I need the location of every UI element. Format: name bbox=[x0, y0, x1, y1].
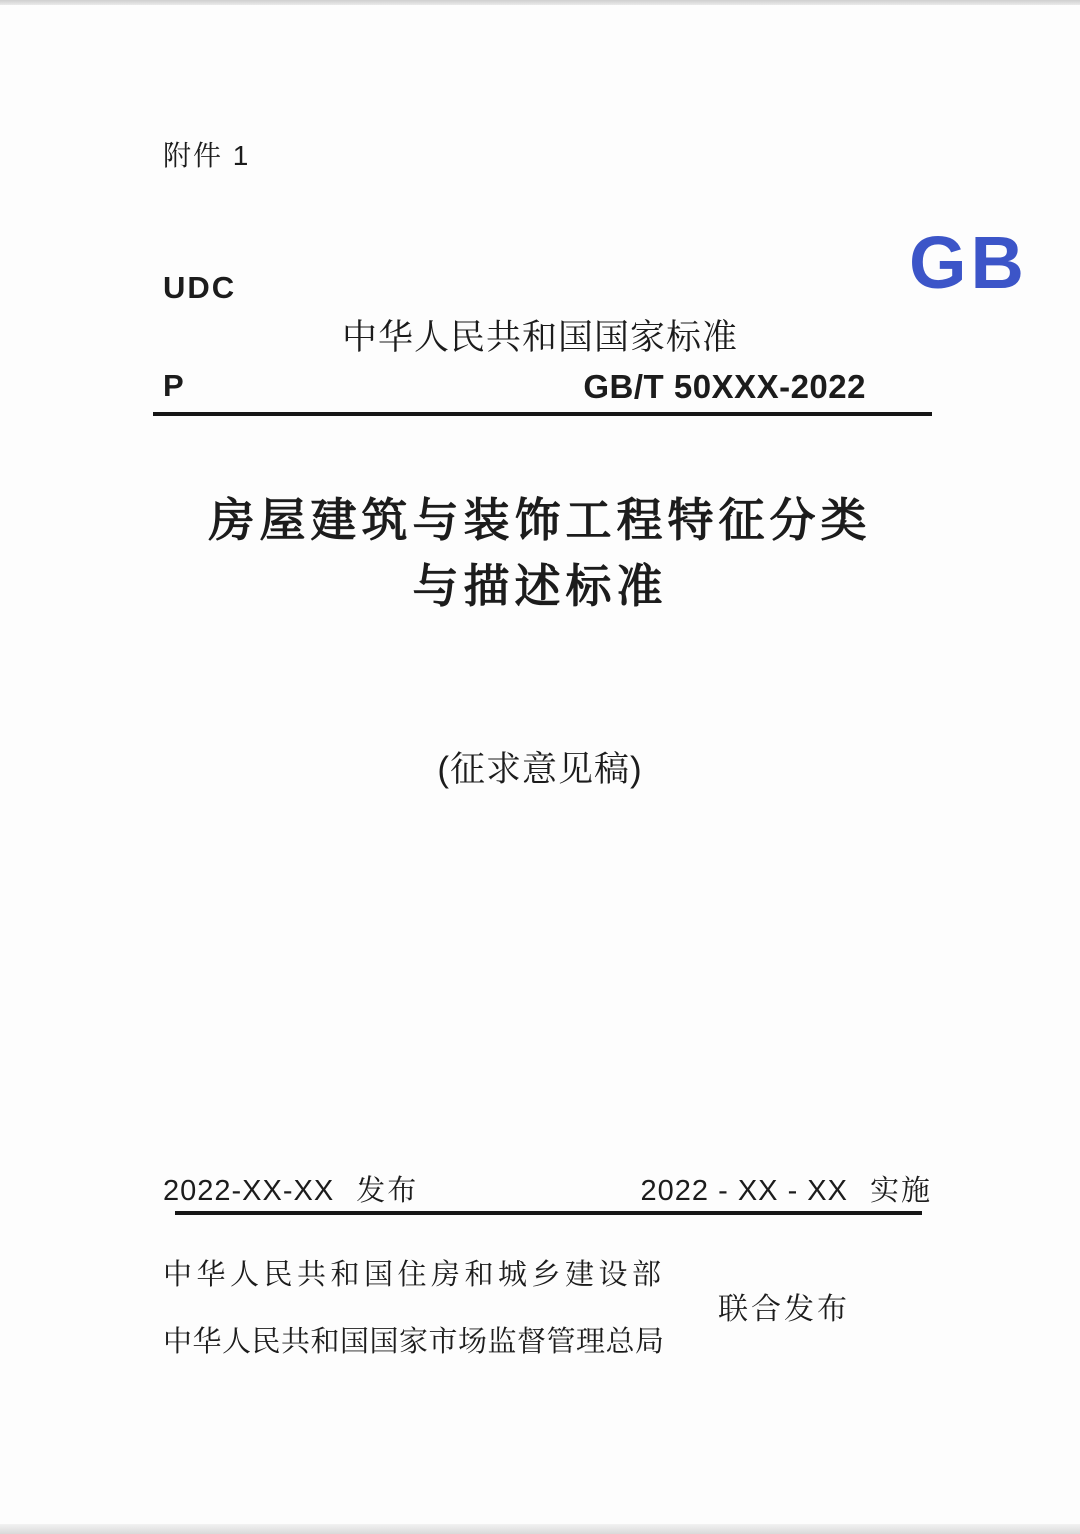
photo-edge-bottom bbox=[0, 1524, 1080, 1534]
title-line-2: 与描述标准 bbox=[412, 561, 668, 612]
implement-label: 实施 bbox=[869, 1175, 932, 1207]
publisher-line-2: 中华人民共和国国家市场监督管理总局 bbox=[163, 1326, 665, 1358]
main-title bbox=[0, 495, 1080, 612]
udc-label: UDC bbox=[163, 270, 237, 305]
header-rule bbox=[153, 412, 932, 416]
gb-logo: GB bbox=[909, 221, 1028, 304]
publisher-lines bbox=[163, 1252, 666, 1360]
photo-edge-top bbox=[0, 0, 1080, 5]
national-standard-heading: 中华人民共和国国家标准 bbox=[341, 318, 738, 357]
issue-date: 2022-XX-XX bbox=[163, 1175, 335, 1207]
publishers-row bbox=[163, 1252, 932, 1360]
dates-row bbox=[163, 1168, 932, 1209]
joint-publish-label: 联合发布 bbox=[718, 1293, 850, 1326]
standard-number: GB/T 50XXX-2022 bbox=[583, 368, 866, 405]
footer-rule bbox=[175, 1211, 922, 1215]
document-class-label: P bbox=[163, 368, 184, 403]
issue-label: 发布 bbox=[356, 1175, 419, 1207]
draft-note: (征求意见稿) bbox=[437, 750, 643, 789]
title-line-1: 房屋建筑与装饰工程特征分类 bbox=[208, 495, 872, 546]
issue-date-group bbox=[163, 1168, 418, 1209]
implement-date: 2022 - XX - XX bbox=[640, 1175, 848, 1207]
attachment-label: 附件 1 bbox=[163, 140, 251, 171]
implement-date-group bbox=[641, 1168, 932, 1209]
publisher-line-1: 中华人民共和国住房和城乡建设部 bbox=[163, 1259, 666, 1291]
